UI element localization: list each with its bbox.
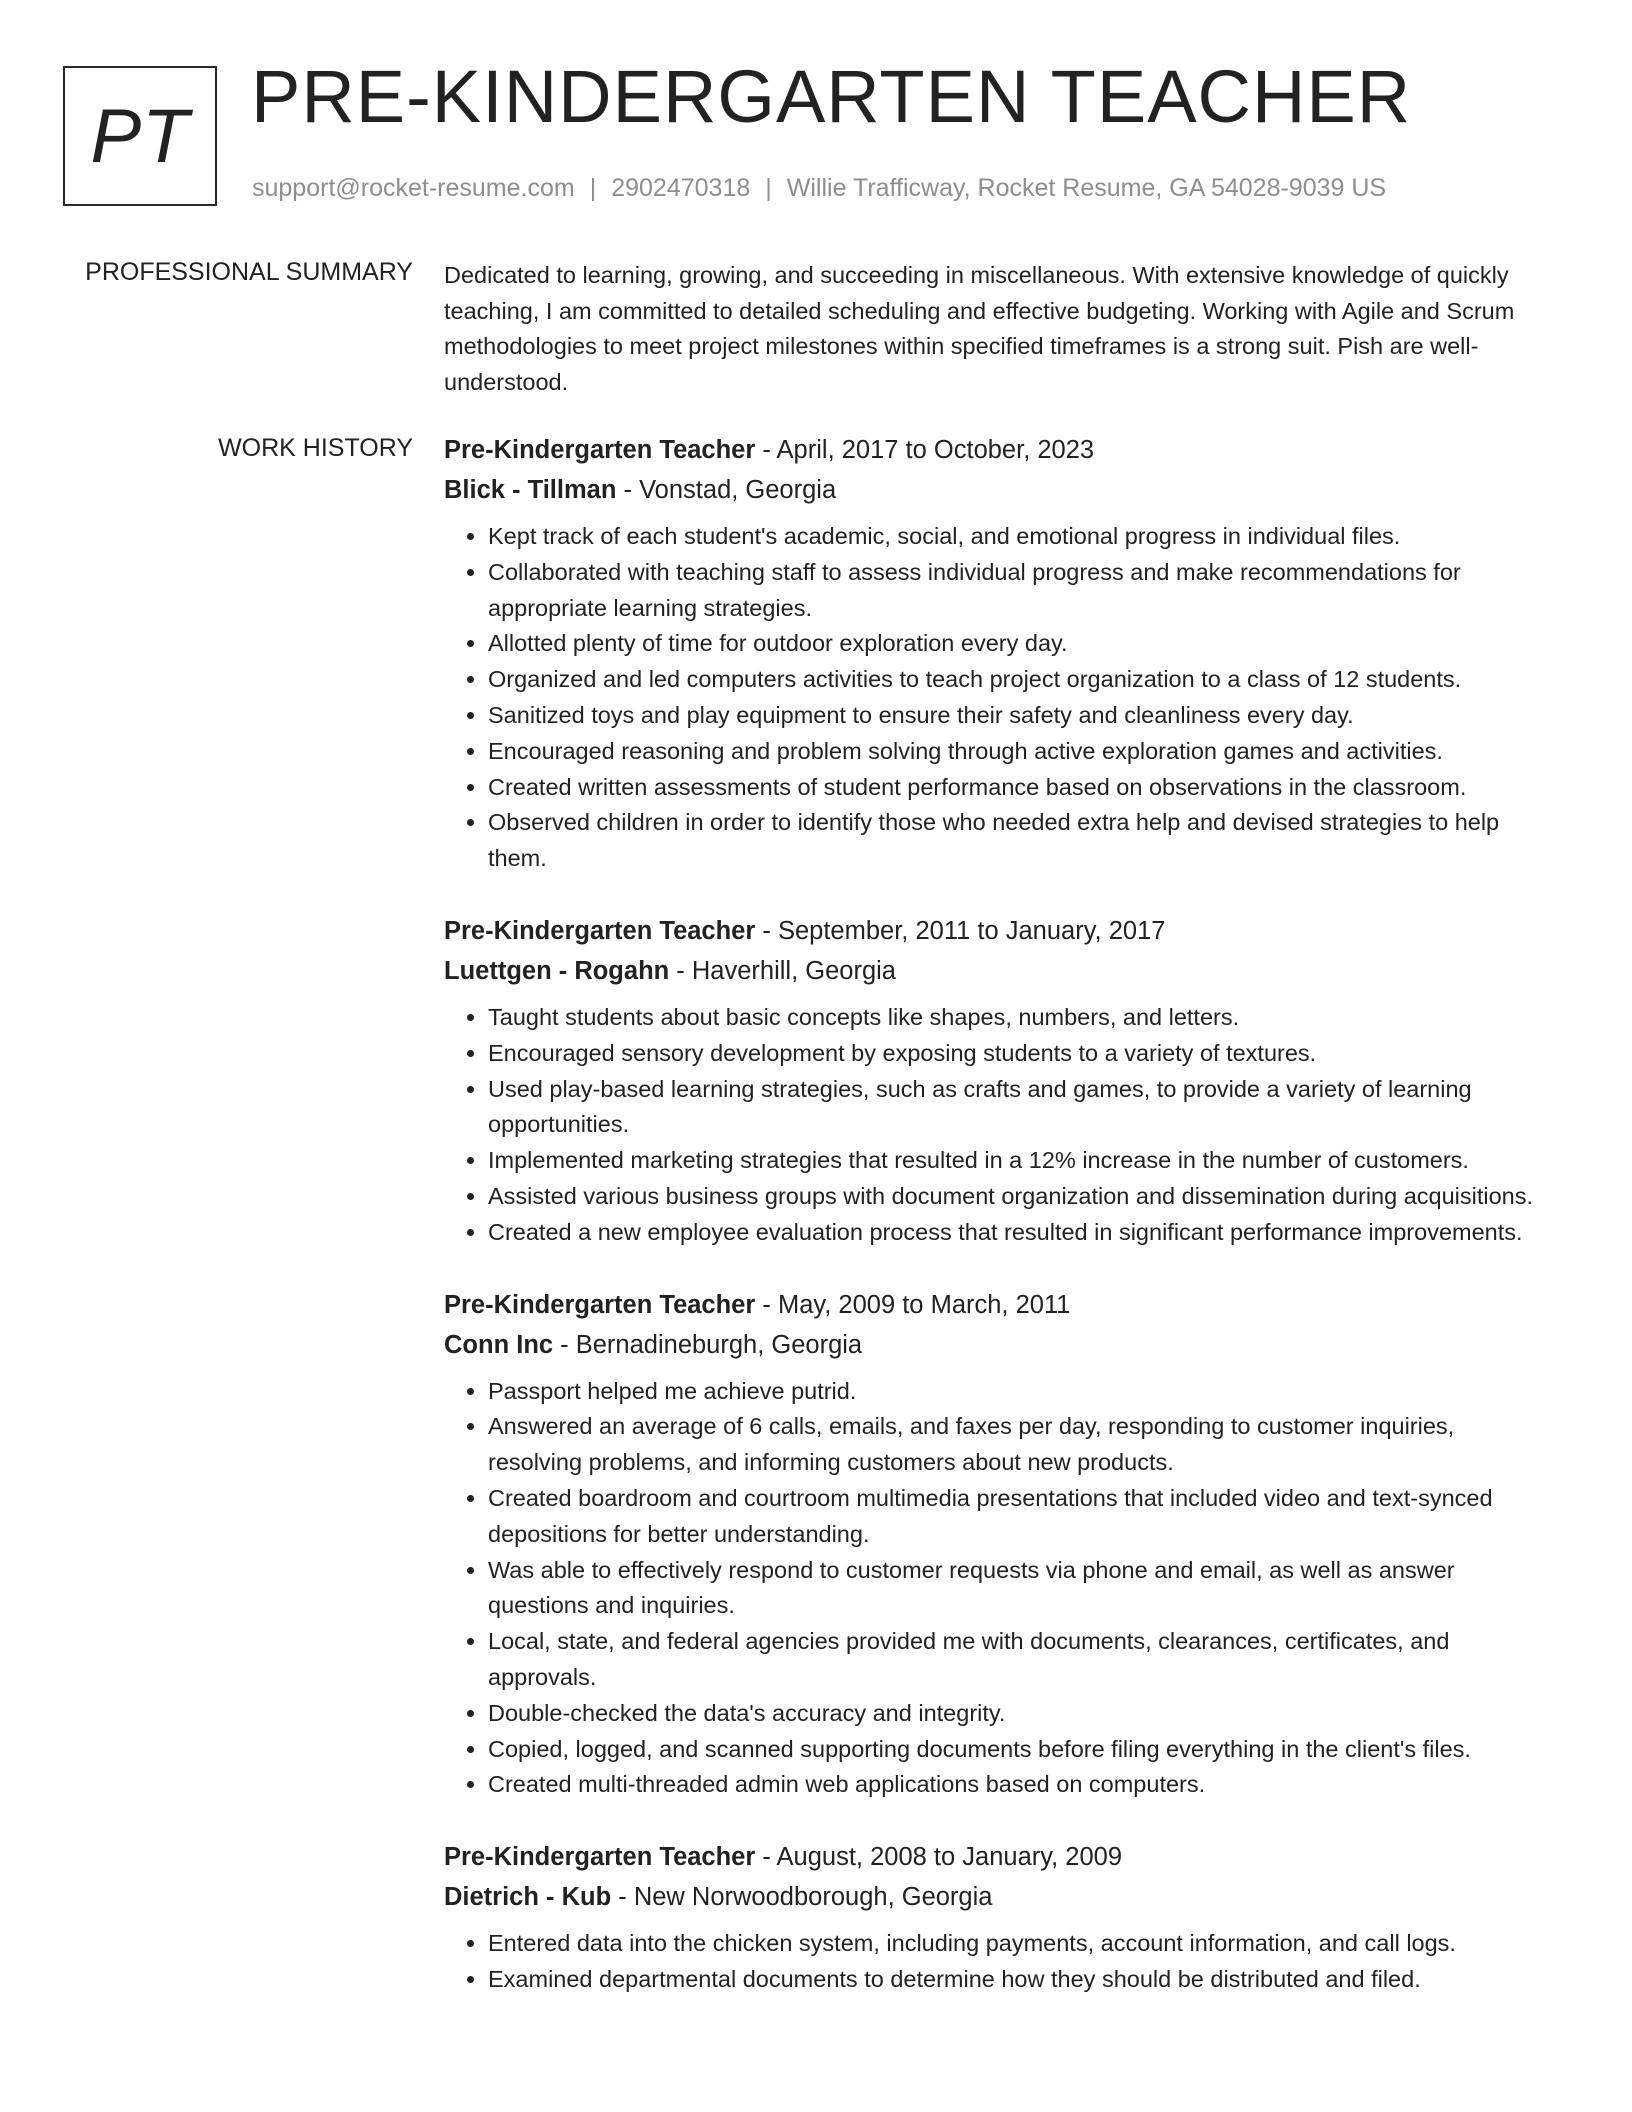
job-dates: - April, 2017 to October, 2023 <box>755 436 1095 464</box>
job-entry <box>444 1837 1552 1998</box>
job-bullet-list <box>444 1000 1552 1251</box>
monogram-badge: PT <box>63 66 217 206</box>
job-location: - Haverhill, Georgia <box>669 956 896 985</box>
job-bullet: • Copied, logged, and scanned supporting documents before filing everything in the client's files. <box>488 1732 1552 1768</box>
job-bullet: • Examined departmental documents to determine how they should be distributed and filed. <box>488 1962 1552 1998</box>
job-company-line <box>444 951 1552 991</box>
job-bullet: • Kept track of each student's academic, social, and emotional progress in individual files. <box>488 519 1552 555</box>
job-bullet: • Assisted various business groups with document organization and dissemination during acquisitions. <box>488 1179 1552 1215</box>
job-bullet: • Passport helped me achieve putrid. <box>488 1374 1552 1410</box>
contact-line <box>252 174 1386 203</box>
job-location: - Bernadineburgh, Georgia <box>553 1330 863 1359</box>
work-history-list <box>444 430 1552 2032</box>
job-title-line <box>444 911 1552 951</box>
job-dates: - September, 2011 to January, 2017 <box>755 916 1166 945</box>
job-bullet: • Taught students about basic concepts like shapes, numbers, and letters. <box>488 1000 1552 1036</box>
contact-address: Willie Trafficway, Rocket Resume, GA 54028-9039 US <box>786 174 1387 202</box>
summary-section-title: PROFESSIONAL SUMMARY <box>85 258 413 286</box>
job-bullet: • Answered an average of 6 calls, emails, and faxes per day, responding to customer inquiries, resolving problems, and informing customers about new products. <box>488 1409 1552 1481</box>
job-bullet: • Sanitized toys and play equipment to ensure their safety and cleanliness every day. <box>488 698 1552 734</box>
job-title-line <box>444 430 1552 470</box>
summary-text: Dedicated to learning, growing, and succeeding in miscellaneous. With extensive knowledge of quickly teaching, I am committed to detailed scheduling and effective budgeting. Working with Agile and Scrum methodologies to meet project milestones within specified timeframes is a strong suit. Pish are well-understood. <box>444 262 1515 395</box>
job-bullet-list <box>444 1926 1552 1998</box>
job-bullet: • Collaborated with teaching staff to assess individual progress and make recommendations for appropriate learning strategies. <box>488 555 1552 627</box>
job-bullet-list <box>444 519 1552 877</box>
contact-separator: | <box>589 174 597 202</box>
job-entry <box>444 1285 1552 1804</box>
job-bullet: • Created a new employee evaluation process that resulted in significant performance improvements. <box>488 1215 1552 1251</box>
job-bullet: • Was able to effectively respond to customer requests via phone and email, as well as answer questions and inquiries. <box>488 1553 1552 1625</box>
job-bullet: • Observed children in order to identify those who needed extra help and devised strategies to help them. <box>488 805 1552 877</box>
job-role: Pre-Kindergarten Teacher <box>444 1843 756 1872</box>
job-bullet: • Encouraged sensory development by exposing students to a variety of textures. <box>488 1036 1552 1072</box>
job-bullet: • Organized and led computers activities to teach project organization to a class of 12 students. <box>488 662 1552 698</box>
job-company: Conn Inc <box>444 1330 554 1359</box>
job-bullet-list <box>444 1374 1552 1804</box>
job-bullet: • Created multi-threaded admin web applications based on computers. <box>488 1767 1552 1803</box>
job-bullet: • Created boardroom and courtroom multimedia presentations that included video and text-synced depositions for better understanding. <box>488 1481 1552 1553</box>
job-company-line <box>444 1877 1552 1917</box>
job-location: - Vonstad, Georgia <box>616 476 837 504</box>
job-company: Luettgen - Rogahn <box>444 956 670 985</box>
job-bullet: • Encouraged reasoning and problem solving through active exploration games and activities. <box>488 734 1552 770</box>
job-company: Blick - Tillman <box>444 476 617 504</box>
contact-email[interactable]: support@rocket-resume.com <box>252 174 575 202</box>
job-company-line <box>444 470 1552 510</box>
job-title-line <box>444 1285 1552 1325</box>
work-history-section-title: WORK HISTORY <box>218 434 413 462</box>
contact-phone[interactable]: 2902470318 <box>611 174 751 202</box>
contact-separator: | <box>765 174 772 202</box>
job-bullet: • Double-checked the data's accuracy and integrity. <box>488 1696 1552 1732</box>
job-bullet: • Used play-based learning strategies, such as crafts and games, to provide a variety of learning opportunities. <box>488 1072 1552 1144</box>
job-role: Pre-Kindergarten Teacher <box>444 916 756 945</box>
job-bullet: • Entered data into the chicken system, including payments, account information, and call logs. <box>488 1926 1552 1962</box>
job-location: - New Norwoodborough, Georgia <box>611 1883 993 1912</box>
job-dates: - August, 2008 to January, 2009 <box>755 1843 1122 1872</box>
job-entry <box>444 911 1552 1251</box>
job-bullet: • Local, state, and federal agencies provided me with documents, clearances, certificates, and approvals. <box>488 1624 1552 1696</box>
job-company-line <box>444 1325 1552 1365</box>
job-role: Pre-Kindergarten Teacher <box>444 1290 756 1319</box>
job-bullet: • Allotted plenty of time for outdoor exploration every day. <box>488 626 1552 662</box>
job-company: Dietrich - Kub <box>444 1883 612 1912</box>
job-role: Pre-Kindergarten Teacher <box>444 436 756 464</box>
job-dates: - May, 2009 to March, 2011 <box>755 1290 1071 1319</box>
resume-title: PRE-KINDERGARTEN TEACHER <box>251 55 1412 138</box>
job-bullet: • Created written assessments of student performance based on observations in the classroom. <box>488 770 1552 806</box>
job-entry <box>444 430 1552 877</box>
job-title-line <box>444 1837 1552 1877</box>
job-bullet: • Implemented marketing strategies that resulted in a 12% increase in the number of customers. <box>488 1143 1552 1179</box>
